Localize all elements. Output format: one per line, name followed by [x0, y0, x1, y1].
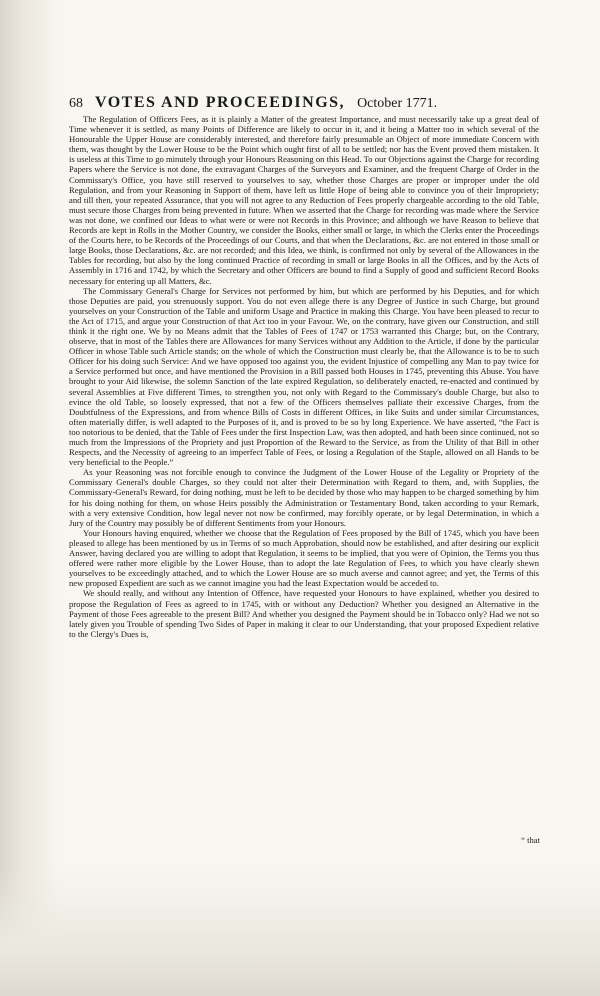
paragraph: The Regulation of Officers Fees, as it is plainly a Matter of the greatest Importance, and must necessarily take up a great deal of Time whenever it is settled, as many Points of Difference are likely to occur in it, and it being a Matter too in which several of the Honourable the Upper House are considerably interested, and therefore fairly presumable an Object of more immediate Concern with them, was thought by the Lower House to be the Point which ought first of all to be settled; nor has the Event proved them mistaken. It is useless at this Time to go minutely through your Honours Reasoning on this Head. To our Objections against the Charge for recording Papers where the Service is not done, the extravagant Charges of the Surveyors and Examiner, and the frequent Charge of Order in the Commissary's Office, you have still reserved to yourselves to say, whether those Charges are proper or improper under the old Regulation, and from your Reasoning in Support of them, have left us little Hope of being able to convince you of their Impropriety; and till then, your repeated Assurance, that you will not agree to any Reduction of Fees properly chargeable according to the old Table, must secure those Charges from being prevented in future. When we asserted that the Charge for recording was made where the Service was not done, we confined our Ideas to what were or were not Records in this Province; and although we have Reason to believe that Records are kept in Rolls in the Mother Country, we consider the Books, either small or large, in which the Clerks enter the Proceedings of the Courts here, to be Records of the Proceedings of our Courts, and that when the Declarations, &c. are not entered in those small or large Books, those Declarations, &c. are not recorded; and this Idea, we think, is confirmed not only by several of the Allowances in the Tables for recording, but also by the long continued Practice of recording in small or large Books in all the Offices, and by the Acts of Assembly in 1716 and 1742, by which the Secretary and other Officers are bound to find a Supply of good and sufficient Record Books necessary for entering up all Matters, &c. — [69, 114, 539, 286]
torn-page-edge — [0, 0, 60, 996]
paragraph: As your Reasoning was not forcible enough to convince the Judgment of the Lower House of the Legality or Propriety of the Commissary General's double Charges, so they could not alter their Determination with Regard to them, and, with Supplies, the Commissary-General's Reward, for doing nothing, must be left to be decided by those who may happen to be charged something by him for his doing nothing for them, on whose Heirs possibly the Administration or Testamentary Bond, taken according to your Remark, with a very extensive Condition, how legal never not now be confirmed, may forcibly operate, or by legal Determination, in which a Jury of the Country may possibly be of different Sentiments from your Honours. — [69, 467, 539, 528]
running-title: VOTES AND PROCEEDINGS, — [95, 94, 346, 111]
paragraph: We should really, and without any Intention of Offence, have requested your Honours to have explained, whether you desired to propose the Regulation of Fees as agreed to in 1745, with or without any Deduction? Whether you designed an Alternative in the Payment of those Fees agreeable to the present Bill? And whether you designed the Payment should be in Tobacco only? Had we not so lately given you Trouble of spending Two Sides of Paper in making it clear to our Understanding, that your proposed Expedient relative to the Clergy's Dues is, — [69, 588, 539, 639]
page-header — [69, 94, 539, 112]
catchword: “ that — [521, 835, 540, 845]
paragraph: The Commissary General's Charge for Services not performed by him, but which are performed by his Deputies, and for which those Deputies are paid, you strenuously support. You do not even allege there is any Degree of Justice in such Charge, but ground yourselves on your Construction of the Table and uniform Usage and Practice in making this Charge. You have been pleased to recur to the Act of 1715, and argue your Construction of that Act too in your Favour. We, on the contrary, have given our Construction, and still think it the right one. We by no Means admit that the Tables of Fees of 1747 or 1753 warranted this Charge; but, on the Contrary, observe, that in most of the Tables there are Allowances for many Services without any Addition to the Article, if done by the particular Officer in whose Table such Article stands; on the whole of which the Construction must clearly be, that the Allowance is to be to such Officer for his doing such Service: And we have opposed too against you, the evident Injustice of compelling any Man to pay twice for a Service performed but once, and have mentioned the Provision in a Bill passed both Houses in 1745, preventing this Abuse. You have brought to your Aid likewise, the solemn Sanction of the late expired Regulation, so deliberately enacted, re-enacted and continued by several Assemblies at Five different Times, to strengthen you, not only with Regard to the Commissary's double Charge, but also to evince the old Table, so loosely expressed, that not a few of the Officers themselves palliate their excessive Charges, from the Doubtfulness of the Expressions, and from whence Bills of Costs in different Offices, in like Suits and under similar Circumstances, often materially differ, is well adapted to the Purposes of it, and is proved to be so by long Experience. We have asserted, “the Fact is too notorious to be denied, that the Table of Fees under the first Inspection Law, was then adopted, and hath been since continued, not so much from the Impressions of the Propriety and just Proportion of the Reward to the Service, as from the Utility of that Bill in other Respects, and the Necessity of agreeing to an imperfect Table of Fees, or losing a Regulation of the Staple, allowed on all Hands to be very beneficial to the People.” — [69, 285, 539, 468]
paragraph: Your Honours having enquired, whether we choose that the Regulation of Fees proposed by the Bill of 1745, which you have been pleased to allege has been mentioned by us in Terms of so much Approbation, should now be established, and after desiring our explicit Answer, having declared you are willing to adopt that Regulation, it seems to be implied, that you were of Opinion, the Terms you thus offered were rather more eligible by the Lower House, than to adopt the late Regulation of Fees, to which you have clearly shewn yourselves to be exceedingly attached, and to which the Lower House are so much averse and cannot agree; and yet, the Terms of this new proposed Expedient are such as we cannot imagine you had the least Expectation would be acceded to. — [69, 527, 539, 589]
header-date: October 1771. — [357, 96, 438, 111]
page-bottom-margin — [0, 866, 600, 996]
body-text — [69, 114, 539, 639]
page-number: 68 — [69, 96, 83, 111]
